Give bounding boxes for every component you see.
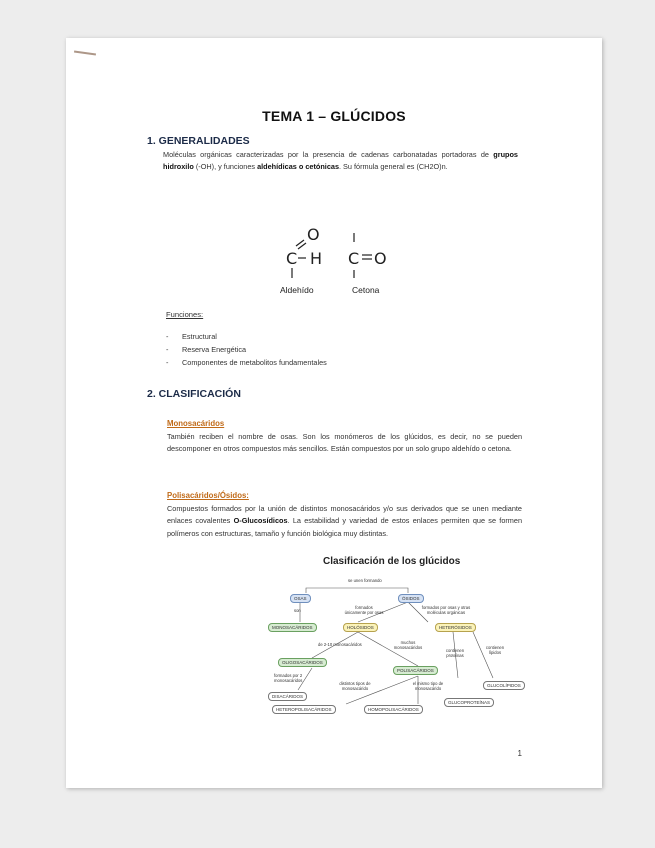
monosacaridos-paragraph: También reciben el nombre de osas. Son los monómeros de los glúcidos, es decir, no se pueden descomponer en otros compuestos más sencillos. Están compuestos por un solo grupo aldehído o cetona. (167, 432, 522, 454)
node-disacaridos: DISACÁRIDOS (268, 692, 307, 701)
diagram-title: Clasificación de los glúcidos (323, 556, 461, 567)
svg-text:O: O (307, 225, 320, 244)
page-number: 1 (517, 749, 522, 758)
svg-text:C: C (348, 249, 360, 268)
aldehido-label: Aldehído (280, 285, 314, 295)
page-title: TEMA 1 – GLÚCIDOS (262, 108, 406, 124)
node-holosidos: HOLÓSIDOS (343, 623, 378, 632)
label-son: son (294, 608, 301, 613)
label-distintos-tipos: distintos tipos de monosacárido (339, 681, 371, 691)
label-formados-por-2: formados por 2 monosacáridos (274, 673, 303, 683)
svg-text:H: H (310, 249, 323, 268)
node-glucolipidos: GLUCOLÍPIDOS (483, 681, 525, 690)
generalidades-paragraph: Moléculas orgánicas caracterizadas por la presencia de cadenas carbonatadas portadoras de grupos hidroxilo (-OH), y funciones aldehídicas o cetónicas. Su fórmula general es (CH2O)n. (163, 150, 518, 172)
node-heterosidos: HETERÓSIDOS (435, 623, 476, 632)
label-mismo-tipo: el mismo tipo de monosacárido (412, 681, 444, 691)
list-item: - Reserva Energética (166, 345, 247, 354)
list-item: - Estructural (166, 332, 217, 341)
label-contienen-proteinas: contienen proteínas (445, 648, 465, 658)
svg-text:C: C (286, 249, 298, 268)
concept-map (268, 578, 521, 738)
cetona-label: Cetona (352, 285, 380, 295)
label-de-2-10: de 2-10 monosacáridos (318, 642, 362, 647)
node-homopolisacaridos: HOMOPOLISACÁRIDOS (364, 705, 423, 714)
node-oligosacaridos: OLIGOSACÁRIDOS (278, 658, 327, 667)
polisacaridos-heading: Polisacáridos/Ósidos: (167, 491, 249, 500)
list-item: - Componentes de metabolitos fundamentales (166, 358, 327, 367)
funciones-list (166, 332, 327, 371)
document-page (66, 38, 602, 788)
node-heteropolisacaridos: HETEROPOLISACÁRIDOS (272, 705, 336, 714)
section-heading-clasificacion: 2. CLASIFICACIÓN (147, 388, 241, 400)
label-muchos: muchos monosacáridos (393, 640, 423, 650)
node-monosacaridos: MONOSACÁRIDOS (268, 623, 317, 632)
label-formados-unicamente: formados únicamente por osas (344, 605, 384, 615)
monosacaridos-heading: Monosacáridos (167, 419, 225, 428)
funciones-label: Funciones: (166, 310, 204, 319)
polisacaridos-paragraph: Compuestos formados por la unión de distintos monosacáridos y/o sus derivados que se unen mediante enlaces covalentes O-Glucosídicos. La estabilidad y variedad de estos enlaces permiten que se formen polímeros con estructuras, tamaño y función biológica muy distintas. (167, 504, 522, 538)
label-se-unen: se unen formando (348, 578, 382, 583)
label-contienen-lipidos: contienen lípidos (485, 645, 505, 655)
node-glucoproteinas: GLUCOPROTEÍNAS (444, 698, 494, 707)
node-osas: OSAS (290, 594, 311, 603)
svg-text:O: O (374, 249, 387, 268)
node-polisacaridos: POLISACÁRIDOS (393, 666, 438, 675)
node-osidos: ÓSIDOS (398, 594, 424, 603)
label-formados-por-osas: formados por osas y otras moléculas orgánicas (421, 605, 471, 615)
section-heading-generalidades: 1. GENERALIDADES (147, 135, 250, 147)
pen-mark (74, 50, 96, 55)
